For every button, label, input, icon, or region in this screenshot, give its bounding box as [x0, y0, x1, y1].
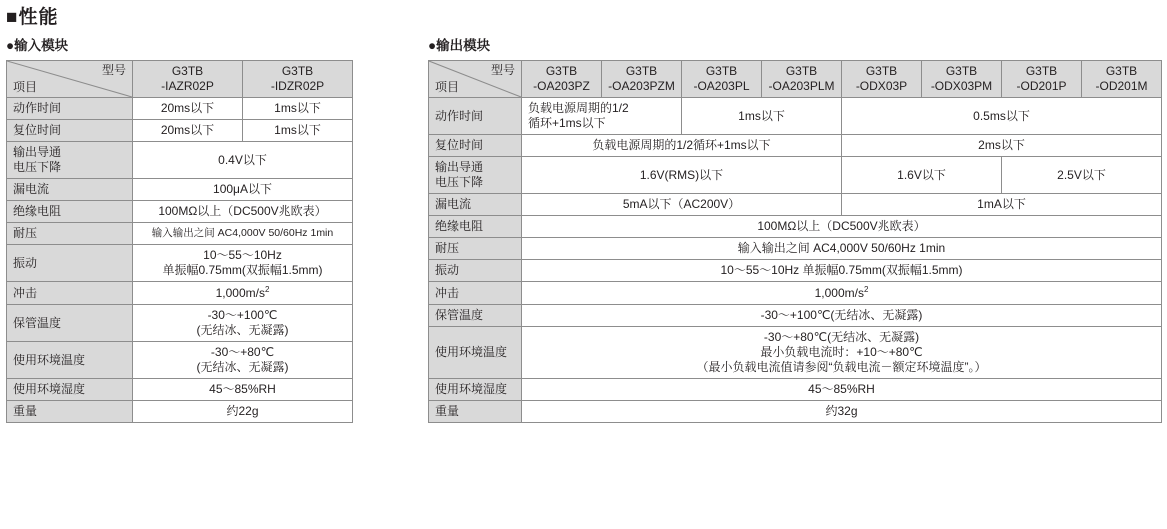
column-header-line1: G3TB: [1025, 64, 1058, 78]
table-row: [429, 216, 1162, 238]
table-cell-line1: -30～+80℃: [210, 345, 275, 359]
row-label: [7, 142, 133, 179]
column-header-line2: -OD201P: [1016, 79, 1067, 93]
column-header: [682, 61, 762, 98]
row-label: 保管温度: [7, 305, 133, 342]
input-module-section: [6, 34, 352, 423]
table-row: [7, 379, 353, 401]
table-cell-superscript: 2: [863, 285, 869, 294]
table-header-row: [7, 61, 353, 98]
table-row: [7, 201, 353, 223]
table-cell-text: 1,000m/s: [215, 286, 265, 300]
corner-item-label: 项目: [13, 80, 38, 94]
row-label: 冲击: [7, 282, 133, 305]
table-cell: 1mA以下: [842, 194, 1162, 216]
row-label: 绝缘电阻: [429, 216, 522, 238]
table-cell: 负载电源周期的1/2循环+1ms以下: [522, 135, 842, 157]
row-label: 漏电流: [7, 179, 133, 201]
table-cell: [522, 98, 682, 135]
table-cell-line1: -30～+100℃: [207, 308, 278, 322]
table-cell-line1: 10～55～10Hz: [203, 248, 282, 262]
table-row: [7, 98, 353, 120]
row-label: 振动: [429, 260, 522, 282]
table-cell: 10～55～10Hz 单振幅0.75mm(双振幅1.5mm): [522, 260, 1162, 282]
row-label-line1: 输出导通: [13, 145, 62, 159]
table-cell-line1: -30～+80℃(无结冰、无凝露): [763, 330, 920, 344]
table-cell: 1ms以下: [682, 98, 842, 135]
column-header-line1: G3TB: [545, 64, 578, 78]
table-row: [429, 305, 1162, 327]
table-row: [429, 379, 1162, 401]
table-cell: 输入输出之间 AC4,000V 50/60Hz 1min: [522, 238, 1162, 260]
column-header-line2: -ODX03P: [855, 79, 908, 93]
corner-model-label: 型号: [490, 63, 515, 77]
row-label: [429, 157, 522, 194]
row-label: 振动: [7, 245, 133, 282]
input-spec-table: [6, 60, 353, 423]
table-cell: 约22g: [133, 401, 353, 423]
row-label: 使用环境湿度: [7, 379, 133, 401]
column-header: [243, 61, 353, 98]
row-label: 复位时间: [429, 135, 522, 157]
column-header-line2: -ODX03PM: [930, 79, 993, 93]
table-cell: 1ms以下: [243, 120, 353, 142]
table-row: [7, 179, 353, 201]
row-label: 重量: [429, 401, 522, 423]
column-header: [1082, 61, 1162, 98]
table-row: [429, 282, 1162, 305]
row-label: 保管温度: [429, 305, 522, 327]
table-cell: 2ms以下: [842, 135, 1162, 157]
corner-cell: [7, 61, 133, 98]
table-row: [7, 305, 353, 342]
table-cell-line2: 循环+1ms以下: [528, 116, 606, 130]
table-cell: 0.4V以下: [133, 142, 353, 179]
row-label: 使用环境温度: [429, 327, 522, 379]
page-title: ■性能: [6, 7, 59, 28]
column-header-line1: G3TB: [945, 64, 978, 78]
column-header-line2: -OA203PZM: [608, 79, 675, 93]
column-header: [842, 61, 922, 98]
table-row: [429, 238, 1162, 260]
row-label: 耐压: [7, 223, 133, 245]
corner-model-label: 型号: [101, 63, 126, 77]
row-label: 动作时间: [7, 98, 133, 120]
row-label: 使用环境温度: [7, 342, 133, 379]
table-cell: 1.6V(RMS)以下: [522, 157, 842, 194]
table-cell: 输入输出之间 AC4,000V 50/60Hz 1min: [133, 223, 353, 245]
table-cell: [133, 245, 353, 282]
column-header-line2: -OD201M: [1095, 79, 1148, 93]
table-row: [429, 401, 1162, 423]
table-cell: [133, 282, 353, 305]
row-label: 动作时间: [429, 98, 522, 135]
column-header-line2: -OA203PLM: [768, 79, 835, 93]
table-cell-superscript: 2: [264, 285, 270, 294]
row-label: 耐压: [429, 238, 522, 260]
column-header-line1: G3TB: [625, 64, 658, 78]
row-label: 复位时间: [7, 120, 133, 142]
table-cell: 45～85%RH: [133, 379, 353, 401]
table-cell-line3: （最小负载电流值请参阅“负载电流－额定环境温度”。）: [696, 360, 987, 374]
column-header-line2: -IDZR02P: [270, 79, 325, 93]
table-row: [7, 245, 353, 282]
table-cell: -30～+100℃(无结冰、无凝露): [522, 305, 1162, 327]
column-header-line2: -IAZR02P: [161, 79, 214, 93]
table-cell: 2.5V以下: [1002, 157, 1162, 194]
table-cell: 1ms以下: [243, 98, 353, 120]
column-header: [762, 61, 842, 98]
column-header: [602, 61, 682, 98]
table-cell-line1: 负载电源周期的1/2: [528, 101, 629, 115]
table-row: [429, 135, 1162, 157]
column-header-line1: G3TB: [705, 64, 738, 78]
column-header-line2: -OA203PL: [693, 79, 750, 93]
table-row: [429, 98, 1162, 135]
column-header: [922, 61, 1002, 98]
table-cell: 100MΩ以上（DC500V兆欧表）: [522, 216, 1162, 238]
row-label: 重量: [7, 401, 133, 423]
table-cell: 0.5ms以下: [842, 98, 1162, 135]
table-cell-line2: 单振幅0.75mm(双振幅1.5mm): [162, 263, 323, 277]
row-label: 冲击: [429, 282, 522, 305]
table-row: [7, 401, 353, 423]
table-cell-line2: 最小负载电流时：+10～+80℃: [760, 345, 923, 359]
table-row: [7, 142, 353, 179]
table-cell: 100MΩ以上（DC500V兆欧表）: [133, 201, 353, 223]
table-cell-line2: (无结冰、无凝露): [196, 323, 289, 337]
table-row: [7, 120, 353, 142]
row-label: 使用环境湿度: [429, 379, 522, 401]
table-cell: 45～85%RH: [522, 379, 1162, 401]
table-row: [429, 194, 1162, 216]
column-header-line1: G3TB: [281, 64, 314, 78]
table-row: [7, 342, 353, 379]
column-header-line1: G3TB: [865, 64, 898, 78]
row-label: 绝缘电阻: [7, 201, 133, 223]
table-cell: 1.6V以下: [842, 157, 1002, 194]
column-header: [133, 61, 243, 98]
table-cell: 20ms以下: [133, 120, 243, 142]
corner-item-label: 项目: [435, 80, 460, 94]
row-label: 漏电流: [429, 194, 522, 216]
output-section-title: ●输出模块: [428, 38, 491, 53]
table-cell: 约32g: [522, 401, 1162, 423]
table-row: [7, 282, 353, 305]
table-row: [429, 260, 1162, 282]
column-header-line2: -OA203PZ: [533, 79, 590, 93]
row-label-line2: 电压下降: [13, 160, 62, 174]
table-row: [7, 223, 353, 245]
column-header-line1: G3TB: [171, 64, 204, 78]
table-cell-text: 1,000m/s: [814, 286, 864, 300]
table-cell: [133, 342, 353, 379]
table-cell-line2: (无结冰、无凝露): [196, 360, 289, 374]
column-header: [522, 61, 602, 98]
column-header-line1: G3TB: [1105, 64, 1138, 78]
table-cell: [522, 327, 1162, 379]
output-spec-table: [428, 60, 1162, 423]
table-cell: 5mA以下（AC200V）: [522, 194, 842, 216]
table-cell: 20ms以下: [133, 98, 243, 120]
row-label-line1: 输出导通: [435, 160, 484, 174]
input-section-title: ●输入模块: [6, 38, 69, 53]
table-cell: [133, 305, 353, 342]
row-label-line2: 电压下降: [435, 175, 484, 189]
column-header-line1: G3TB: [785, 64, 818, 78]
table-row: [429, 327, 1162, 379]
corner-cell: [429, 61, 522, 98]
table-cell: [522, 282, 1162, 305]
output-module-section: [428, 34, 1161, 423]
table-cell: 100μA以下: [133, 179, 353, 201]
table-header-row: [429, 61, 1162, 98]
table-row: [429, 157, 1162, 194]
column-header: [1002, 61, 1082, 98]
